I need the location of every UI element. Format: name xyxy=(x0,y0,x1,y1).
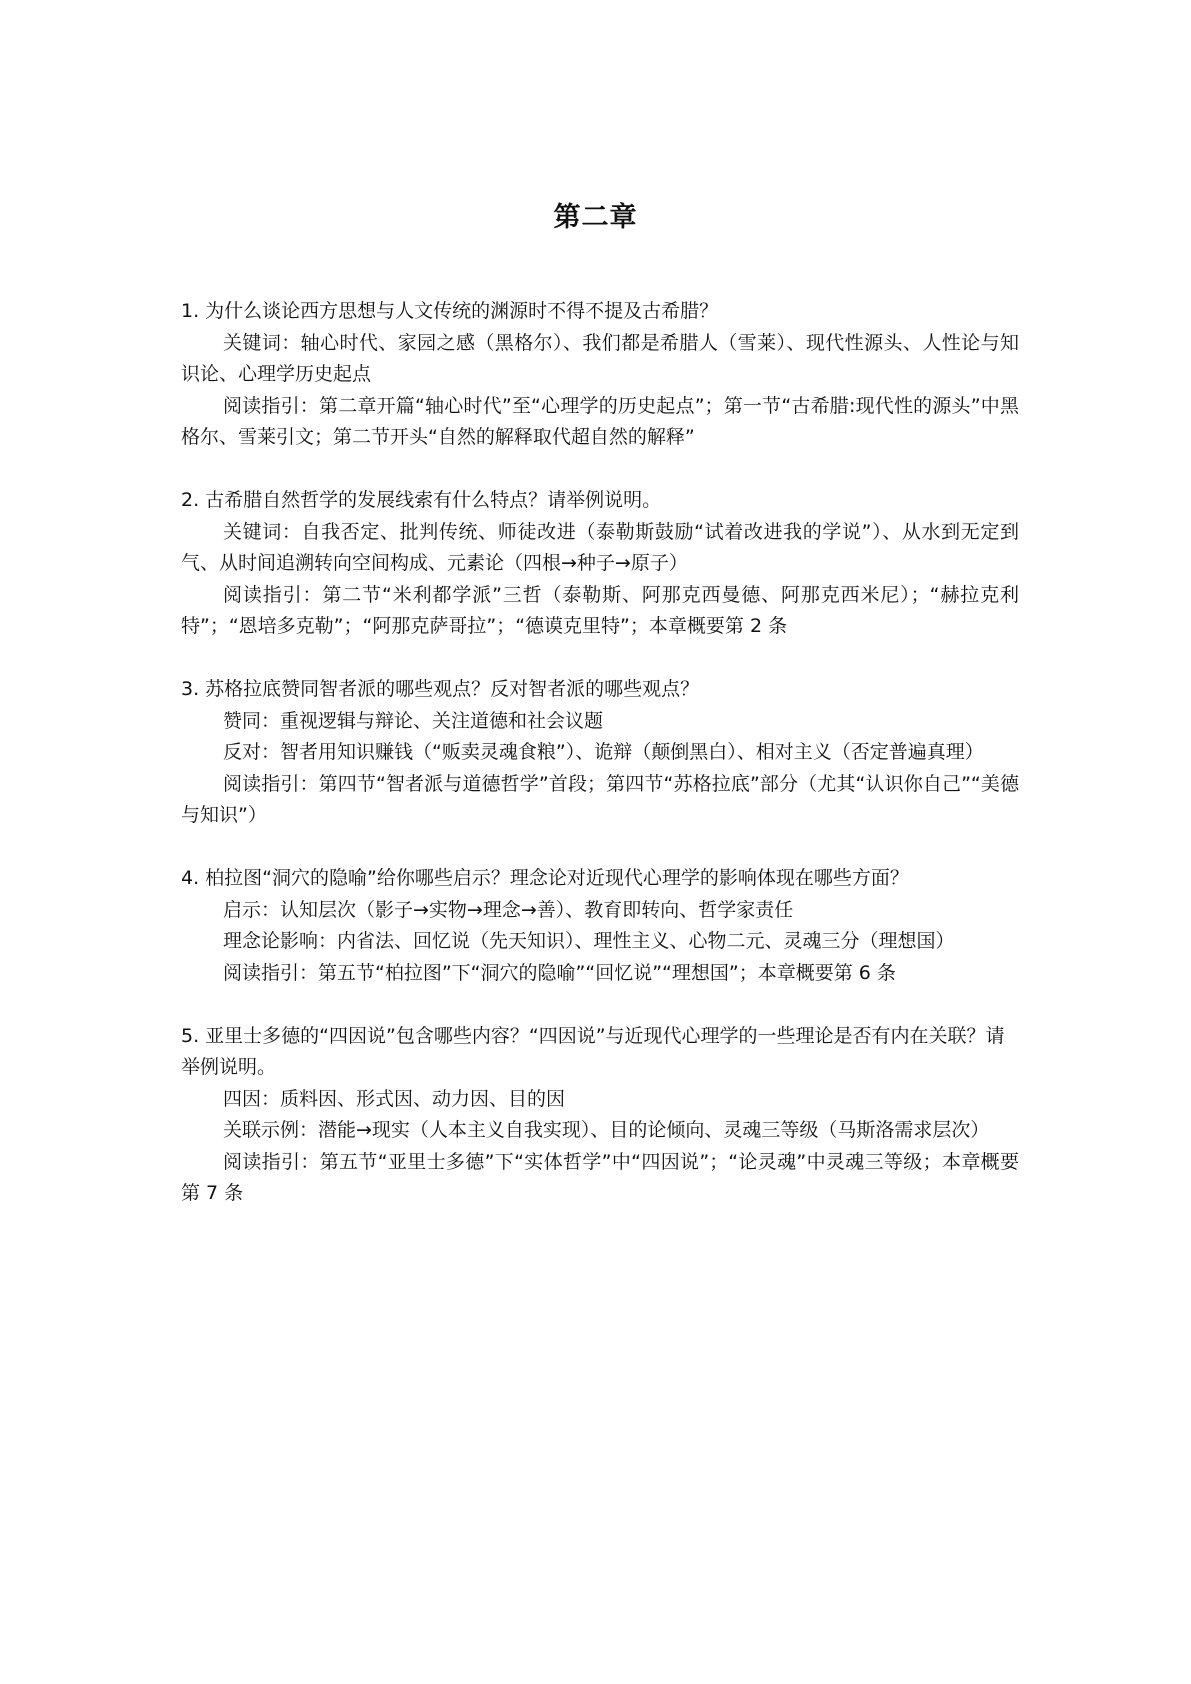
question-list xyxy=(181,296,1019,1241)
reading-guide-text: 阅读指引：第五节“柏拉图”下“洞穴的隐喻”“回忆说”“理想国”；本章概要第 6 条 xyxy=(223,961,896,984)
four-causes-text: 四因：质料因、形式因、动力因、目的因 xyxy=(223,1087,566,1110)
oppose-text: 反对：智者用知识赚钱（“贩卖灵魂食粮”）、诡辩（颠倒黑白）、相对主义（否定普遍真理） xyxy=(223,741,984,763)
reading-guide-text: 阅读指引：第五节“亚里士多德”下“实体哲学”中“四因说”；“论灵魂”中灵魂三等级；本章概要第 7 条 xyxy=(181,1150,1019,1204)
question-section-4 xyxy=(181,863,1019,989)
reading-guide-text: 阅读指引：第二章开篇“轴心时代”至“心理学的历史起点”；第一节“古希腊:现代性的源头”中黑格尔、雪莱引文；第二节开头“自然的解释取代超自然的解释” xyxy=(181,394,1019,448)
question-section-5 xyxy=(181,1021,1019,1210)
relation-example-text: 关联示例：潜能→现实（人本主义自我实现）、目的论倾向、灵魂三等级（马斯洛需求层次） xyxy=(223,1119,990,1141)
reading-guide-text: 阅读指引：第四节“智者派与道德哲学”首段；第四节“苏格拉底”部分（尤其“认识你自己”“美德与知识”） xyxy=(181,772,1019,826)
question-text: 5. 亚里士多德的“四因说”包含哪些内容？“四因说”与近现代心理学的一些理论是否有内在关联？请举例说明。 xyxy=(181,1024,1005,1078)
keywords-text: 关键词：轴心时代、家园之感（黑格尔）、我们都是希腊人（雪莱）、现代性源头、人性论与知识论、心理学历史起点 xyxy=(181,331,1019,385)
influence-text: 理念论影响：内省法、回忆说（先天知识）、理性主义、心物二元、灵魂三分（理想国） xyxy=(223,930,955,952)
question-section-1 xyxy=(181,296,1019,454)
question-text: 4. 柏拉图“洞穴的隐喻”给你哪些启示？理念论对近现代心理学的影响体现在哪些方面？ xyxy=(181,867,909,889)
question-section-2 xyxy=(181,485,1019,643)
question-text: 2. 古希腊自然哲学的发展线索有什么特点？请举例说明。 xyxy=(181,489,662,511)
question-text: 3. 苏格拉底赞同智者派的哪些观点？反对智者派的哪些观点？ xyxy=(181,678,700,700)
agree-text: 赞同：重视逻辑与辩论、关注道德和社会议题 xyxy=(223,709,604,732)
insight-text: 启示：认知层次（影子→实物→理念→善）、教育即转向、哲学家责任 xyxy=(223,898,794,921)
question-section-3 xyxy=(181,674,1019,832)
chapter-title: 第二章 xyxy=(553,202,638,233)
reading-guide-text: 阅读指引：第二节“米利都学派”三哲（泰勒斯、阿那克西曼德、阿那克西米尼）；“赫拉克利特”；“恩培多克勒”；“阿那克萨哥拉”；“德谟克里特”；本章概要第 2 条 xyxy=(181,583,1019,637)
keywords-text: 关键词：自我否定、批判传统、师徒改进（泰勒斯鼓励“试着改进我的学说”）、从水到无定到气、从时间追溯转向空间构成、元素论（四根→种子→原子） xyxy=(181,520,1019,574)
question-text: 1. 为什么谈论西方思想与人文传统的渊源时不得不提及古希腊？ xyxy=(181,300,719,322)
